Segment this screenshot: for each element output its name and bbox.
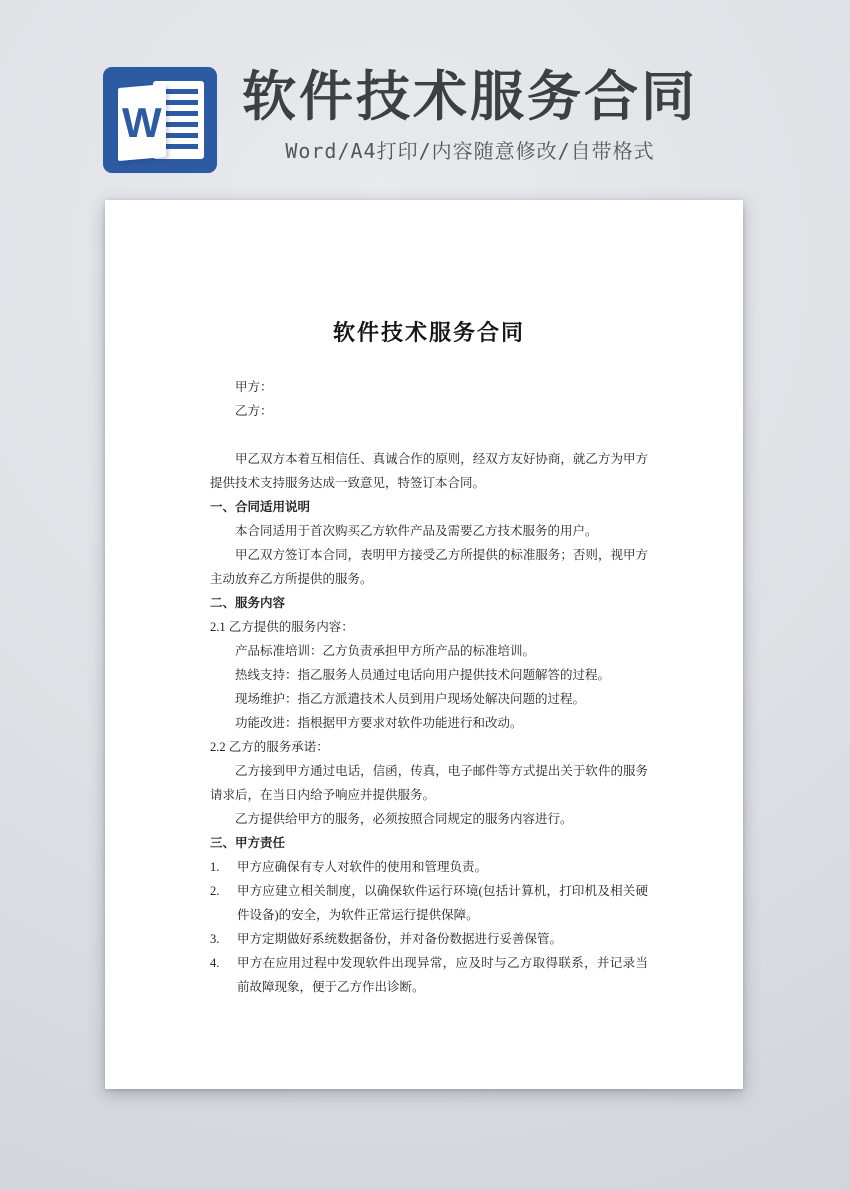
service-item: 热线支持：指乙服务人员通过电话向用户提供技术问题解答的过程。 (235, 668, 611, 682)
party-b-line: 乙方： (235, 404, 273, 418)
word-icon-text-lines (165, 89, 198, 150)
section-heading-3: 三、甲方责任 (210, 836, 286, 850)
list-number: 2. (210, 884, 220, 898)
responsibility-item (210, 855, 648, 879)
clause-2-1: 2.1 乙方提供的服务内容： (210, 620, 354, 634)
list-text: 甲方应建立相关制度，以确保软件运行环境(包括计算机，打印机及相关硬件设备)的安全，为软件正常运行提供保障。 (237, 884, 648, 922)
section-heading-2: 二、服务内容 (210, 596, 286, 610)
template-title: 软件技术服务合同 (242, 67, 698, 127)
list-text: 甲方定期做好系统数据备份，并对备份数据进行妥善保管。 (237, 932, 563, 946)
list-number: 4. (210, 956, 220, 970)
word-icon-cover (118, 84, 166, 161)
clause-2-2: 2.2 乙方的服务承诺： (210, 740, 329, 754)
list-number: 1. (210, 860, 220, 874)
document-page (105, 200, 743, 1089)
template-subtitle: Word/A4打印/内容随意修改/自带格式 (285, 139, 655, 163)
service-item: 产品标准培训：乙方负责承担甲方所产品的标准培训。 (235, 644, 536, 658)
responsibility-item (210, 879, 648, 927)
preamble-paragraph: 甲乙双方本着互相信任、真诚合作的原则，经双方友好协商，就乙方为甲方提供技术支持服务达成一致意见，特签订本合同。 (210, 452, 648, 490)
header-text-block (235, 62, 705, 164)
document-title: 软件技术服务合同 (332, 320, 525, 345)
list-text: 甲方在应用过程中发现软件出现异常，应及时与乙方取得联系，并记录当前故障现象，便于乙方作出诊断。 (237, 956, 648, 994)
responsibility-item (210, 927, 648, 951)
service-item: 功能改进：指根据甲方要求对软件功能进行和改动。 (235, 716, 523, 730)
paragraph: 乙方提供给甲方的服务，必须按照合同规定的服务内容进行。 (235, 812, 573, 826)
document-body (105, 317, 743, 999)
paragraph: 甲乙双方签订本合同，表明甲方接受乙方所提供的标准服务；否则，视甲方主动放弃乙方所提供的服务。 (210, 548, 648, 586)
section-heading-1: 一、合同适用说明 (210, 500, 311, 514)
list-text: 甲方应确保有专人对软件的使用和管理负责。 (237, 860, 488, 874)
paragraph: 本合同适用于首次购买乙方软件产品及需要乙方技术服务的用户。 (235, 524, 598, 538)
word-icon (103, 67, 217, 173)
service-item: 现场维护：指乙方派遣技术人员到用户现场处解决问题的过程。 (235, 692, 586, 706)
list-number: 3. (210, 932, 220, 946)
word-letter: W (121, 98, 162, 146)
paragraph: 乙方接到甲方通过电话，信函，传真，电子邮件等方式提出关于软件的服务请求后，在当日内给予响应并提供服务。 (210, 764, 648, 802)
party-a-line: 甲方： (235, 380, 273, 394)
responsibility-item (210, 951, 648, 999)
